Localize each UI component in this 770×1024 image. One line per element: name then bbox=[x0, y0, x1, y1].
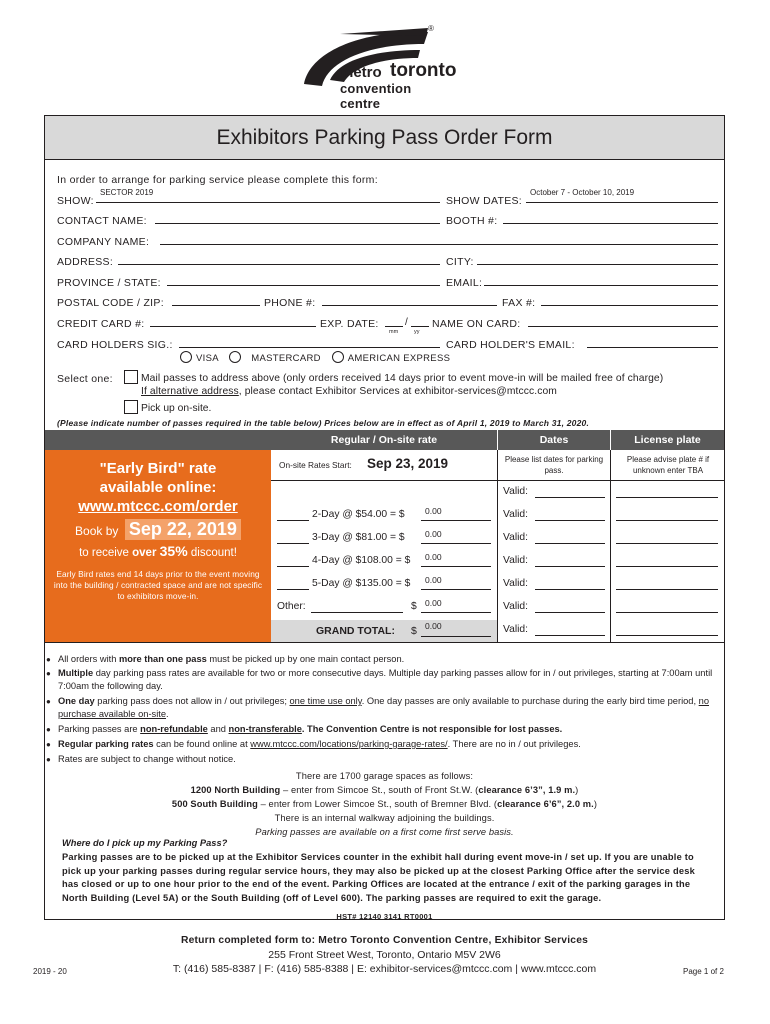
plate-col bbox=[616, 486, 720, 647]
valid-field-5[interactable] bbox=[535, 578, 605, 590]
total-4day[interactable] bbox=[421, 552, 491, 567]
pickup-option-label: Pick up on-site. bbox=[141, 403, 212, 414]
cc-email-label: CARD HOLDER'S EMAIL: bbox=[446, 339, 575, 351]
valid-field-7[interactable] bbox=[535, 624, 605, 636]
logo-text-toronto: toronto bbox=[390, 60, 457, 81]
valid-label-1: Valid: bbox=[503, 486, 528, 497]
qty-2day[interactable] bbox=[277, 509, 309, 521]
qty-3day[interactable] bbox=[277, 532, 309, 544]
garage-line-4: There is an internal walkway adjoining the buildings. bbox=[274, 813, 495, 823]
booth-label: BOOTH #: bbox=[446, 215, 498, 227]
name-on-card-field[interactable] bbox=[528, 316, 718, 327]
logo-text-cc: convention centre bbox=[340, 81, 412, 111]
show-dates-value: October 7 - October 10, 2019 bbox=[530, 188, 635, 197]
visa-option[interactable] bbox=[180, 353, 218, 364]
total-other-value: 0.00 bbox=[425, 598, 442, 608]
other-label: Other: bbox=[277, 601, 306, 612]
page-title: Exhibitors Parking Pass Order Form bbox=[216, 125, 553, 149]
city-field[interactable] bbox=[477, 254, 718, 265]
exp-label: EXP. DATE: bbox=[320, 318, 379, 330]
exp-yy-field[interactable] bbox=[411, 316, 429, 327]
show-field[interactable] bbox=[96, 188, 440, 203]
amex-option[interactable] bbox=[332, 353, 450, 364]
discount-post: discount! bbox=[187, 547, 237, 559]
cc-field[interactable] bbox=[150, 316, 316, 327]
alt-address-link[interactable]: If alternative address bbox=[141, 386, 239, 397]
alt-address-line bbox=[141, 386, 557, 397]
plate-field-4[interactable] bbox=[616, 555, 718, 567]
amex-label: AMERICAN EXPRESS bbox=[347, 353, 451, 364]
table-col-divider-1 bbox=[497, 450, 498, 642]
exp-yy-hint: yy bbox=[414, 329, 420, 335]
discount-over: over bbox=[132, 547, 160, 559]
visa-label: VISA bbox=[196, 353, 219, 364]
header-dates: Dates bbox=[497, 430, 610, 450]
address-field[interactable] bbox=[118, 254, 440, 265]
fax-field[interactable] bbox=[541, 295, 718, 306]
book-by-date: Sep 22, 2019 bbox=[125, 519, 241, 540]
valid-field-4[interactable] bbox=[535, 555, 605, 567]
valid-col bbox=[503, 486, 608, 647]
rate-4day-label: 4-Day @ $108.00 = $ bbox=[312, 555, 411, 566]
hst-number: HST# 12140 3141 RT0001 bbox=[336, 912, 433, 921]
total-4day-value: 0.00 bbox=[425, 552, 442, 562]
rates-link[interactable]: www.mtccc.com/locations/parking-garage-rates/ bbox=[250, 739, 448, 749]
rate-row-other bbox=[277, 598, 495, 615]
discount-line bbox=[45, 543, 271, 559]
alt-address-rest: , please contact Exhibitor Services at exhibitor-services@mtccc.com bbox=[238, 386, 557, 397]
pickup-question: Where do I pick up my Parking Pass? bbox=[62, 838, 228, 848]
company-label: COMPANY NAME: bbox=[57, 236, 150, 248]
intro-text: In order to arrange for parking service please complete this form: bbox=[57, 174, 378, 186]
address-label: ADDRESS: bbox=[57, 256, 114, 268]
footer-page: Page 1 of 2 bbox=[683, 967, 724, 976]
mastercard-radio[interactable] bbox=[229, 351, 241, 363]
booth-field[interactable] bbox=[503, 213, 718, 224]
pickup-text: Parking passes are to be picked up at the Exhibitor Services counter in the exhibit hall during event move-in / set up. If you are unable to pick up your parking passes during regular service hours, they may also be picked up at the closest Parking Office after the service desk has closed or up to one hour prior to the end of the event. Parking Offices are located at the entrance / exit of the parking garages in the North Building (Level 5A) or the South Building (off of Level 600). The parking passes are required to exit the garage. bbox=[62, 852, 695, 903]
table-col-divider-2 bbox=[610, 450, 611, 642]
province-label: PROVINCE / STATE: bbox=[57, 277, 161, 289]
onsite-date: Sep 23, 2019 bbox=[367, 456, 449, 471]
pickup-checkbox[interactable] bbox=[124, 400, 138, 414]
qty-4day[interactable] bbox=[277, 555, 309, 567]
logo-reg-mark: ® bbox=[428, 24, 434, 33]
show-value: SECTOR 2019 bbox=[100, 188, 154, 197]
grand-total-dollar: $ bbox=[411, 625, 417, 637]
valid-label-4: Valid: bbox=[503, 555, 528, 566]
mastercard-label: MASTERCARD bbox=[251, 353, 321, 364]
title-bar bbox=[45, 116, 724, 160]
bullet-1: ● All orders with more than one pass must be picked up by one main contact person. bbox=[58, 653, 723, 666]
total-2day[interactable] bbox=[421, 506, 491, 521]
mail-checkbox[interactable] bbox=[124, 370, 138, 384]
total-5day[interactable] bbox=[421, 575, 491, 590]
valid-label-2: Valid: bbox=[503, 509, 528, 520]
phone-label: PHONE #: bbox=[264, 297, 316, 309]
phone-field[interactable] bbox=[322, 295, 497, 306]
plate-note: Please advise plate # if unknown enter TBA bbox=[626, 455, 710, 475]
discount-pct: 35% bbox=[159, 543, 188, 559]
logo-text-metro: metro bbox=[340, 64, 382, 81]
bullet-6: ● Rates are subject to change without notice. bbox=[58, 753, 723, 766]
cc-sig-label: CARD HOLDERS SIG.: bbox=[57, 339, 173, 351]
total-3day[interactable] bbox=[421, 529, 491, 544]
city-label: CITY: bbox=[446, 256, 474, 268]
valid-label-7: Valid: bbox=[503, 624, 528, 635]
discount-pre: to receive bbox=[79, 547, 133, 559]
rate-3day-label: 3-Day @ $81.00 = $ bbox=[312, 532, 405, 543]
bullet-4: ● Parking passes are non-refundable and non-transferable. The Convention Centre is not responsible for lost passes. bbox=[58, 723, 723, 736]
valid-label-5: Valid: bbox=[503, 578, 528, 589]
rate-2day-label: 2-Day @ $54.00 = $ bbox=[312, 509, 405, 520]
total-3day-value: 0.00 bbox=[425, 529, 442, 539]
card-type-group bbox=[180, 351, 450, 364]
cc-label: CREDIT CARD #: bbox=[57, 318, 145, 330]
bullet-2: ● Multiple day parking pass rates are available for two or more consecutive days. Multiple day parking passes allow for in / out privileges, starting at 7:00am until 7:00am the following day. bbox=[58, 667, 723, 693]
cc-sig-field[interactable] bbox=[179, 337, 440, 348]
visa-radio[interactable] bbox=[180, 351, 192, 363]
rate-row-5day bbox=[277, 575, 495, 592]
book-by-line bbox=[45, 519, 271, 540]
plate-field-2[interactable] bbox=[616, 509, 718, 521]
fax-label: FAX #: bbox=[502, 297, 536, 309]
footer-year: 2019 - 20 bbox=[33, 967, 67, 976]
grand-total-label: GRAND TOTAL: bbox=[316, 625, 395, 637]
plate-field-1[interactable] bbox=[616, 486, 718, 498]
header-left-blank bbox=[45, 430, 271, 450]
footer bbox=[45, 935, 724, 975]
table-top-row-divider bbox=[271, 480, 724, 481]
exp-mm-hint: mm bbox=[389, 329, 399, 335]
rate-row-4day bbox=[277, 552, 495, 569]
valid-field-1[interactable] bbox=[535, 486, 605, 498]
table-bottom-border bbox=[45, 642, 724, 643]
book-by-label: Book by bbox=[75, 524, 119, 538]
early-bird-fine: Early Bird rates end 14 days prior to the event moving into the building / contracted space and are not specific to exhibitors move-in. bbox=[53, 569, 263, 601]
valid-label-6: Valid: bbox=[503, 601, 528, 612]
exp-sep: / bbox=[405, 317, 408, 328]
parking-table bbox=[45, 430, 724, 642]
show-label: SHOW: bbox=[57, 195, 94, 207]
valid-field-6[interactable] bbox=[535, 601, 605, 613]
valid-field-3[interactable] bbox=[535, 532, 605, 544]
other-dollar: $ bbox=[411, 601, 417, 612]
province-field[interactable] bbox=[167, 275, 440, 286]
onsite-label: On-site Rates Start: bbox=[279, 460, 352, 470]
contact-field[interactable] bbox=[155, 213, 440, 224]
plate-field-3[interactable] bbox=[616, 532, 718, 544]
grand-total-row bbox=[271, 620, 497, 642]
early-bird-sub: available online: bbox=[99, 479, 217, 496]
rate-row-2day bbox=[277, 506, 495, 523]
total-2day-value: 0.00 bbox=[425, 506, 442, 516]
postal-label: POSTAL CODE / ZIP: bbox=[57, 297, 164, 309]
email-field[interactable] bbox=[484, 275, 718, 286]
valid-field-2[interactable] bbox=[535, 509, 605, 521]
garage-line-1: There are 1700 garage spaces as follows: bbox=[295, 771, 474, 781]
total-5day-value: 0.00 bbox=[425, 575, 442, 585]
company-field[interactable] bbox=[160, 234, 718, 245]
rate-5day-label: 5-Day @ $135.00 = $ bbox=[312, 578, 411, 589]
garage-south: 500 South Building – enter from Lower Simcoe St., south of Bremner Blvd. (clearance 6’6”, 2.0 m.) bbox=[171, 799, 598, 809]
garage-line-5: Parking passes are available on a first come first serve basis. bbox=[255, 827, 514, 837]
early-bird-url[interactable]: www.mtccc.com/order bbox=[78, 498, 238, 515]
bullet-5: ● Regular parking rates can be found online at www.mtccc.com/locations/parking-garage-rates/. There are no in / out privileges. bbox=[58, 738, 723, 751]
plate-field-6[interactable] bbox=[616, 601, 718, 613]
show-dates-field[interactable] bbox=[526, 188, 718, 203]
header-rate: Regular / On-site rate bbox=[271, 430, 497, 450]
logo bbox=[300, 22, 457, 111]
bullet-3: ● One day parking pass does not allow in / out privileges; one time use only. One day passes are only available to purchase during the early bird time period, no purchase available on-site. bbox=[58, 695, 723, 721]
early-bird-title: "Early Bird" rate bbox=[99, 460, 217, 477]
mail-option[interactable] bbox=[124, 370, 663, 384]
name-on-card-label: NAME ON CARD: bbox=[432, 318, 521, 330]
footer-address: 255 Front Street West, Toronto, Ontario M5V 2W6 bbox=[268, 949, 501, 961]
exp-mm-field[interactable] bbox=[385, 316, 403, 327]
grand-total-field[interactable] bbox=[421, 621, 491, 637]
rate-row-3day bbox=[277, 529, 495, 546]
dates-note: Please list dates for parking pass. bbox=[504, 455, 604, 475]
total-other[interactable] bbox=[421, 598, 491, 613]
contact-label: CONTACT NAME: bbox=[57, 215, 147, 227]
price-note: (Please indicate number of passes required in the table below) Prices below are in effect as of April 1, 2019 to March 31, 2020. bbox=[57, 418, 590, 428]
other-desc[interactable] bbox=[311, 601, 403, 613]
grand-total-value: 0.00 bbox=[425, 621, 442, 631]
garage-north: 1200 North Building – enter from Simcoe St., south of Front St.W. (clearance 6’3”, 1.9 m.) bbox=[190, 785, 579, 795]
footer-return: Return completed form to: Metro Toronto Convention Centre, Exhibitor Services bbox=[180, 935, 589, 946]
select-one-label: Select one: bbox=[57, 373, 113, 385]
mail-option-label: Mail passes to address above (only orders received 14 days prior to event move-in will be mailed free of charge) bbox=[141, 373, 664, 384]
early-bird-panel bbox=[45, 450, 271, 642]
email-label: EMAIL: bbox=[446, 277, 483, 289]
footer-contact: T: (416) 585-8387 | F: (416) 585-8388 | E: exhibitor-services@mtccc.com | www.mtccc.com bbox=[172, 963, 597, 975]
amex-radio[interactable] bbox=[332, 351, 344, 363]
plate-field-7[interactable] bbox=[616, 624, 718, 636]
header-plate: License plate bbox=[610, 430, 724, 450]
show-dates-label: SHOW DATES: bbox=[446, 195, 523, 207]
mastercard-option[interactable] bbox=[229, 353, 321, 364]
garage-info bbox=[45, 769, 724, 839]
qty-5day[interactable] bbox=[277, 578, 309, 590]
plate-field-5[interactable] bbox=[616, 578, 718, 590]
valid-label-3: Valid: bbox=[503, 532, 528, 543]
postal-field[interactable] bbox=[172, 295, 260, 306]
pickup-option[interactable] bbox=[124, 400, 211, 414]
cc-email-field[interactable] bbox=[587, 337, 718, 348]
